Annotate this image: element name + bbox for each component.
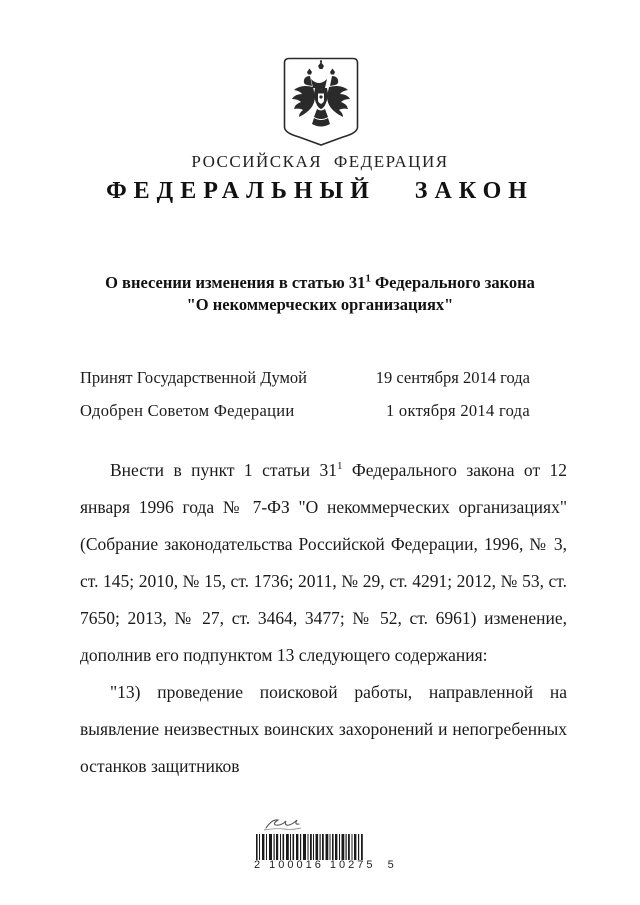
law-paragraph-1-continuation: Федерального закона от 12 января 1996 года № 7-ФЗ "О некоммерческих организациях" (Собрание законодательства Российской Федерации, 1996, № 3, ст. 145; 2010, № 15, ст. 1736; 2011, № 29, ст. 4291; 2012, № 53, ст. 7650; 2013, № 27, ст. 3464, 3477; № 52, ст. 6961) изменение, дополнив его подпунктом 13 следующего содержания: [80, 460, 568, 665]
adoption-duma-date: 19 сентября 2014 года [375, 368, 530, 387]
law-paragraph-2: "13) проведение поисковой работы, направленной на выявление неизвестных воинских захоронений и непогребенных останков защитников [80, 682, 567, 776]
adoption-row-duma [80, 368, 530, 388]
signature-scribble-icon [262, 814, 304, 834]
adoption-duma-label: Принят Государственной Думой [80, 368, 308, 387]
barcode-digits: 2 100016 10275 5 [254, 859, 397, 871]
law-title-line1-post: Федерального закона [370, 273, 535, 292]
country-name: РОССИЙСКАЯ ФЕДЕРАЦИЯ [191, 152, 449, 171]
coat-of-arms-icon [283, 57, 359, 147]
law-paragraph-1-text: Внести в пункт 1 статьи 31 [110, 460, 337, 480]
document-type-heading: ФЕДЕРАЛЬНЫЙ ЗАКОН [106, 178, 534, 204]
law-title [70, 272, 570, 316]
law-title-superscript: 1 [365, 272, 371, 285]
adoption-council-date: 1 октября 2014 года [385, 401, 530, 420]
law-title-line1-pre: О внесении изменения в статью 31 [105, 273, 366, 292]
law-title-line2: "О некоммерческих организациях" [186, 295, 454, 314]
law-paragraph-1 [80, 452, 567, 674]
law-paragraph-1-superscript: 1 [336, 460, 343, 473]
adoption-row-federation-council [80, 401, 530, 421]
law-body [80, 452, 567, 785]
adoption-block [80, 368, 530, 434]
barcode-icon [256, 834, 364, 860]
barcode-block [250, 814, 397, 871]
adoption-council-label: Одобрен Советом Федерации [80, 401, 295, 420]
